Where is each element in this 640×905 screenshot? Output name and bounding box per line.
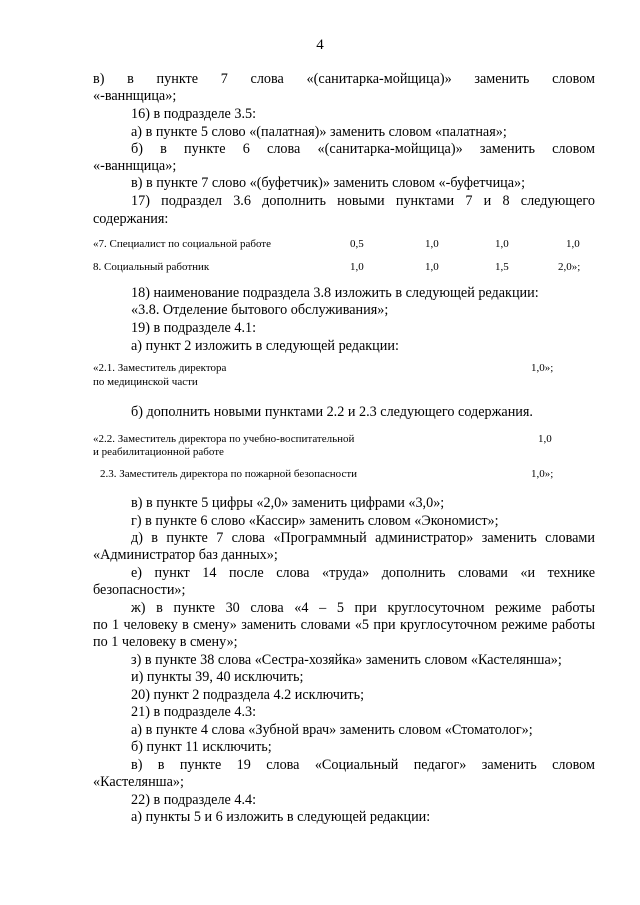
text-line: безопасности»; [93, 582, 186, 598]
text-line: 22) в подразделе 4.4: [131, 792, 257, 808]
table-cell: 1,0 [425, 238, 439, 250]
insert-value: 1,0»; [531, 468, 554, 480]
text-line: по 1 человеку в смену» заменить словами «5 при круглосуточном режиме работы [93, 617, 595, 633]
text-line: а) в пункте 4 слова «Зубной врач» заменить словом «Стоматолог»; [131, 722, 533, 738]
table-cell: 1,5 [495, 261, 509, 273]
text-line: 21) в подразделе 4.3: [131, 704, 257, 720]
insert-value: 1,0 [538, 433, 552, 445]
insert-value: 1,0»; [531, 362, 554, 374]
text-line: «Кастелянша»; [93, 774, 184, 790]
text-line: «-ваннщица»; [93, 88, 177, 104]
insert-line: и реабилитационной работе [93, 446, 224, 458]
text-line: е) пункт 14 после слова «труда» дополнить словами «и технике [131, 565, 595, 581]
table-cell: 1,0 [495, 238, 509, 250]
text-line: а) пункты 5 и 6 изложить в следующей редакции: [131, 809, 431, 825]
text-line: а) пункт 2 изложить в следующей редакции: [131, 338, 399, 354]
insert-line: 2.3. Заместитель директора по пожарной безопасности [100, 468, 358, 480]
table-cell: 1,0 [350, 261, 364, 273]
table-row-name: «7. Специалист по социальной работе [93, 238, 271, 250]
text-line: 20) пункт 2 подраздела 4.2 исключить; [131, 687, 365, 703]
insert-line: по медицинской части [93, 376, 198, 388]
text-line: «-ваннщица»; [93, 158, 177, 174]
text-line: з) в пункте 38 слова «Сестра-хозяйка» заменить словом «Кастелянша»; [131, 652, 562, 668]
text-line: «Администратор баз данных»; [93, 547, 278, 563]
text-line: д) в пункте 7 слова «Программный администратор» заменить словами [131, 530, 595, 546]
text-line: в) в пункте 19 слова «Социальный педагог» заменить словом [131, 757, 595, 773]
text-line: по 1 человеку в смену»; [93, 634, 238, 650]
text-line: 16) в подразделе 3.5: [131, 106, 257, 122]
table-cell: 1,0 [566, 238, 580, 250]
text-line: в) в пункте 5 цифры «2,0» заменить цифрами «3,0»; [131, 495, 445, 511]
text-line: г) в пункте 6 слово «Кассир» заменить словом «Экономист»; [131, 513, 499, 529]
text-line: 19) в подразделе 4.1: [131, 320, 257, 336]
text-line: «3.8. Отделение бытового обслуживания»; [131, 302, 389, 318]
text-line: 18) наименование подраздела 3.8 изложить в следующей редакции: [131, 285, 539, 301]
table-row-name: 8. Социальный работник [93, 261, 210, 273]
text-line: а) в пункте 5 слово «(палатная)» заменить словом «палатная»; [131, 124, 507, 140]
text-line: б) дополнить новыми пунктами 2.2 и 2.3 следующего содержания. [131, 404, 533, 420]
page-number: 4 [316, 37, 324, 53]
text-line: 17) подраздел 3.6 дополнить новыми пунктами 7 и 8 следующего [131, 193, 595, 209]
text-line: б) пункт 11 исключить; [131, 739, 272, 755]
text-line: в) в пункте 7 слово «(буфетчик)» заменить словом «-буфетчица»; [131, 175, 526, 191]
table-cell: 2,0»; [558, 261, 581, 273]
text-line: ж) в пункте 30 слова «4 – 5 при круглосуточном режиме работы [131, 600, 595, 616]
text-line: б) в пункте 6 слова «(санитарка-мойщица)» заменить словом [131, 141, 595, 157]
text-line: в) в пункте 7 слова «(санитарка-мойщица)» заменить словом [93, 71, 595, 87]
text-line: содержания: [93, 211, 169, 227]
table-cell: 1,0 [425, 261, 439, 273]
insert-line: «2.1. Заместитель директора [93, 362, 227, 374]
insert-line: «2.2. Заместитель директора по учебно-воспитательной [93, 433, 355, 445]
text-line: и) пункты 39, 40 исключить; [131, 669, 304, 685]
table-cell: 0,5 [350, 238, 364, 250]
